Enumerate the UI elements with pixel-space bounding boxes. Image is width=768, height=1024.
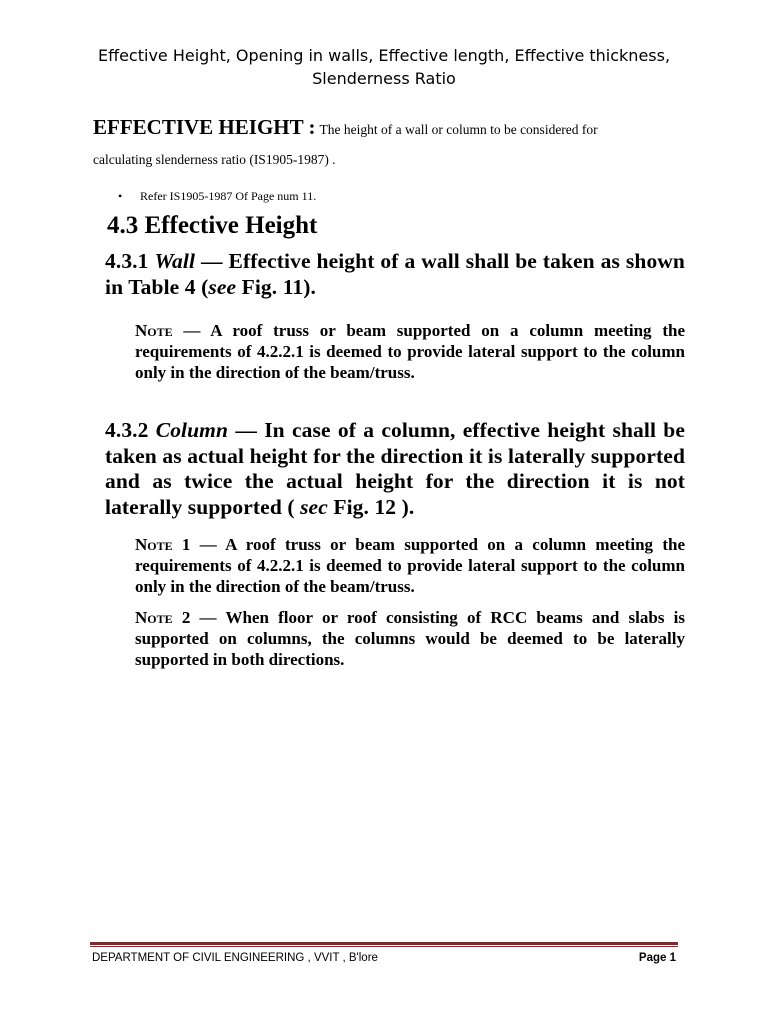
clause-wall [105,249,685,300]
intro-paragraph [93,112,693,171]
clause-text: — Effective height of a wall shall be taken as shown in Table 4 ( [105,249,685,299]
note-ref: 4.2.2.1 [256,556,304,575]
list-item [118,187,316,205]
note-ref: 4.2.2.1 [256,342,304,361]
effective-height-heading: EFFECTIVE HEIGHT : [93,115,316,139]
footer-page-number: Page 1 [638,952,676,964]
clause-column [105,418,685,520]
page-header-title: Effective Height, Opening in walls, Effective length, Effective thickness, Slenderness Ratio [97,46,671,88]
section-heading: 4.3 Effective Height [107,212,318,239]
note-label: Note 1 [135,535,191,554]
clause-text-end: Fig. 12 ). [327,494,415,519]
clause-see: sec [300,494,328,519]
intro-line-1 [93,112,693,145]
code-excerpt [105,208,685,670]
clause-number: 4.3.2 [105,418,149,442]
clause-text-end: Fig. 11). [236,274,316,299]
clause-title: Column [155,418,229,442]
note-text-end: is deemed to provide lateral support to the column only in the direction of the beam/truss. [135,342,685,382]
note-text: — A roof truss or beam supported on a column meeting the requirements of [135,321,685,361]
note-column-1 [135,534,685,597]
clause-title: Wall [154,249,196,273]
note-wall [135,320,685,383]
intro-text-2: calculating slenderness ratio (IS1905-1987) . [93,152,336,167]
note-column-2 [135,607,685,670]
note-label: Note 2 [135,608,191,627]
note-text: — When floor or roof consisting of RCC beams and slabs is supported on columns, the columns would be deemed to be laterally supported in both directions. [135,608,685,669]
bullet-text: Refer IS1905-1987 Of Page num 11. [140,189,317,203]
footer-department: DEPARTMENT OF CIVIL ENGINEERING , VVIT , B'lore [92,952,378,964]
note-text: — A roof truss or beam supported on a column meeting the requirements of [135,535,685,575]
clause-see: see [208,274,237,299]
clause-text: — In case of a column, effective height shall be taken as actual height for the direction it is laterally supported and as twice the actual height for the direction it is not laterally supported ( [105,418,685,519]
note-label: Note [135,321,173,340]
clause-number: 4.3.1 [105,249,149,273]
footer-divider [90,942,678,945]
bullet-icon: • [118,189,123,203]
note-text-end: is deemed to provide lateral support to the column only in the direction of the beam/truss. [135,556,685,596]
footer-divider-thin [90,946,678,947]
intro-text-1: The height of a wall or column to be considered for [319,122,598,137]
